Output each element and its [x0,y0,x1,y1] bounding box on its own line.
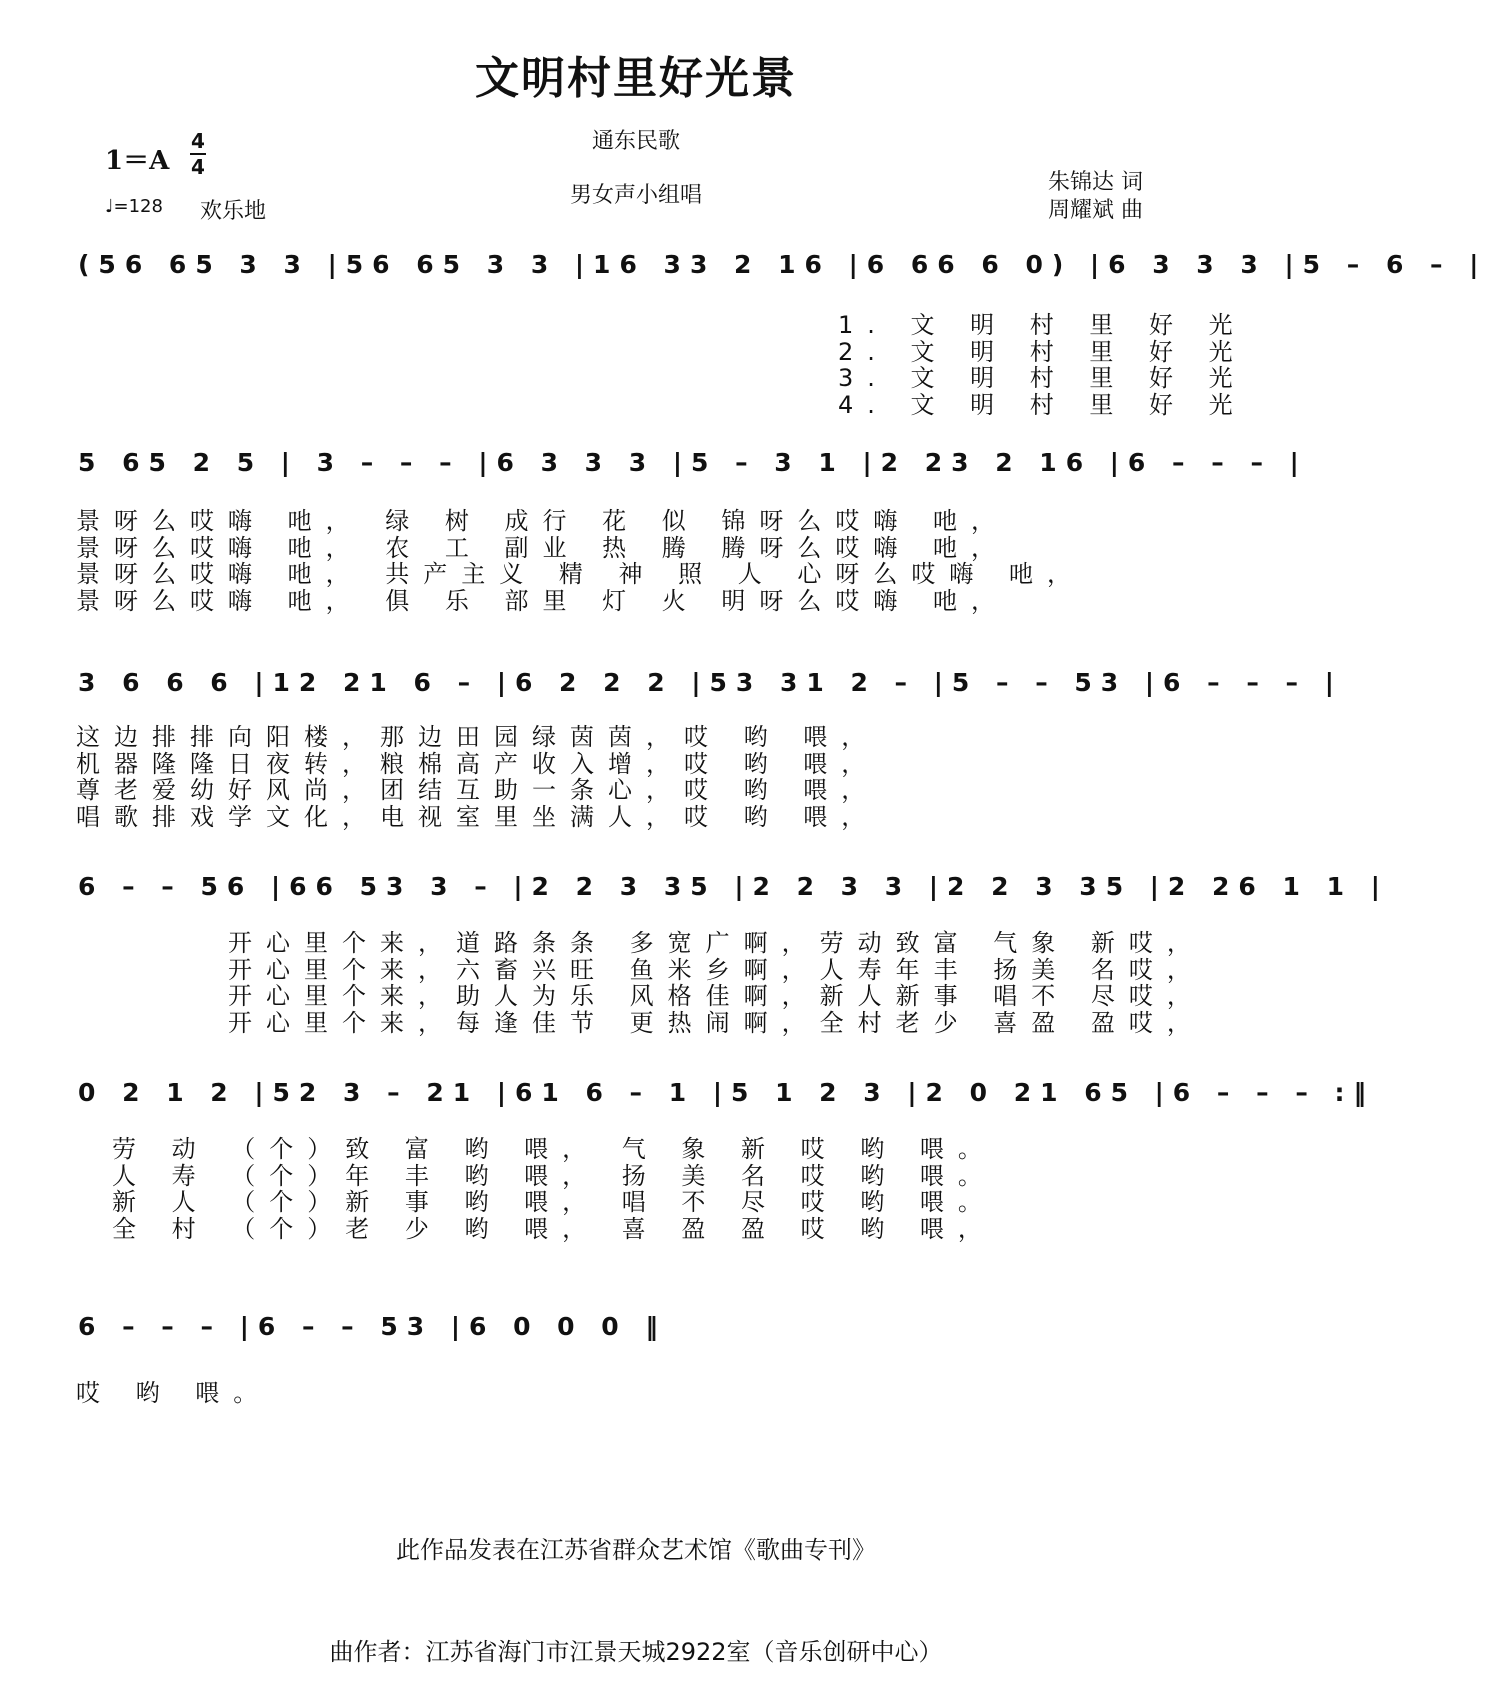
lyric-block [228,930,1205,1036]
notation-line: 6 – – 56 |66 53 3 – |2 2 3 35 |2 2 3 3 |2 2 3 35 |2 26 1 1 | [78,872,1389,901]
score-system-4 [78,872,1389,1037]
notation-line: 0 2 1 2 |52 3 – 21 |61 6 – 1 |5 1 2 3 |2 0 21 65 |6 – – – :‖ [78,1078,1376,1107]
mood-marking: 欢乐地 [200,199,267,224]
notation-line: 6 – – – |6 – – 53 |6 0 0 0 ‖ [78,1312,667,1341]
lyric-verse-1: 开心里个来，道路条条 多宽广啊，劳动致富 气象 新哎， [228,929,1205,957]
lyric-verse-1: 这边排排向阳楼，那边田园绿茵茵，哎 哟 喂， [76,723,880,751]
lyric-verse-3: 景呀么哎嗨 吔， 共产主义 精 神 照 人 心呀么哎嗨 吔， [76,560,1086,588]
lyric-verse-4: 唱歌排戏学文化，电视室里坐满人，哎 哟 喂， [76,802,880,831]
score-system-1 [78,250,1487,419]
composer-credit: 周耀斌 曲 [1048,198,1143,223]
lyric-verse-4: 景呀么哎嗨 吔， 俱 乐 部里 灯 火 明呀么哎嗨 吔， [76,586,1010,615]
lyric-verse-2: 机器隆隆日夜转，粮棉高产收入增，哎 哟 喂， [76,749,880,778]
lyric-verse-1: 劳 动 （个）致 富 哟 喂， 气 象 新 哎 哟 喂。 [112,1135,996,1163]
time-signature [190,130,206,178]
lyric-verse-3: 开心里个来，助人为乐 风格佳啊，新人新事 唱不 尽哎， [228,982,1205,1010]
lyric-verse-2: 人 寿 （个）年 丰 哟 喂， 扬 美 名 哎 哟 喂。 [112,1161,996,1190]
lyric-verse-3: 3. 文 明 村 里 好 光 [838,364,1247,392]
lyric-block [76,724,879,830]
lyric-verse-2: 2. 文 明 村 里 好 光 [838,337,1247,366]
lyric-block [112,1136,996,1242]
lyric-verse-2: 开心里个来，六畜兴旺 鱼米乡啊，人寿年丰 扬美 名哎， [228,955,1205,984]
lyric-block [838,312,1247,418]
notation-line: 5 65 2 5 | 3 – – – |6 3 3 3 |5 – 3 1 |2 23 2 16 |6 – – – | [78,448,1308,477]
lyric-verse-4: 开心里个来，每逢佳节 更热闹啊，全村老少 喜盈 盈哎， [228,1008,1205,1037]
lyric-verse-3: 尊老爱幼好风尚，团结互助一条心，哎 哟 喂， [76,776,880,804]
lyricist-credit: 朱锦达 词 [1048,170,1143,195]
publication-note: 此作品发表在江苏省群众艺术馆《歌曲专刊》 [396,1536,876,1564]
lyric-verse-2: 景呀么哎嗨 吔， 农 工 副业 热 腾 腾呀么哎嗨 吔， [76,533,1010,562]
time-signature-top: 4 [191,129,205,153]
composer-address: 曲作者：江苏省海门市江景天城2922室（音乐创研中心） [329,1638,943,1666]
score-system-3 [76,668,1343,831]
lyric-verse-4: 全 村 （个）老 少 哟 喂， 喜 盈 盈 哎 哟 喂， [112,1214,996,1243]
tempo-marking: ♩=128 [105,196,163,217]
genre-label: 通东民歌 [591,129,680,154]
score-system-6 [76,1312,1208,1407]
time-signature-bottom: 4 [191,155,205,179]
score-system-2 [76,448,1308,615]
notation-line: 3 6 6 6 |12 21 6 – |6 2 2 2 |53 31 2 – |5 – – 53 |6 – – – | [78,668,1343,697]
song-title: 文明村里好光景 [475,53,797,104]
score-system-5 [78,1078,1376,1243]
lyric-verse-1: 哎 哟 喂。 [76,1379,272,1407]
performance-label: 男女声小组唱 [569,183,702,208]
lyric-block [76,508,1085,614]
lyric-block [76,1380,271,1407]
key-signature: 1＝A [105,146,170,176]
lyric-verse-1: 景呀么哎嗨 吔， 绿 树 成行 花 似 锦呀么哎嗨 吔， [76,507,1010,535]
lyric-verse-3: 新 人 （个）新 事 哟 喂， 唱 不 尽 哎 哟 喂。 [112,1188,996,1216]
notation-line: (56 65 3 3 |56 65 3 3 |16 33 2 16 |6 66 6 0) |6 3 3 3 |5 – 6 – | [78,250,1487,279]
lyric-verse-1: 1. 文 明 村 里 好 光 [838,311,1247,339]
lyric-verse-4: 4. 文 明 村 里 好 光 [838,390,1247,419]
